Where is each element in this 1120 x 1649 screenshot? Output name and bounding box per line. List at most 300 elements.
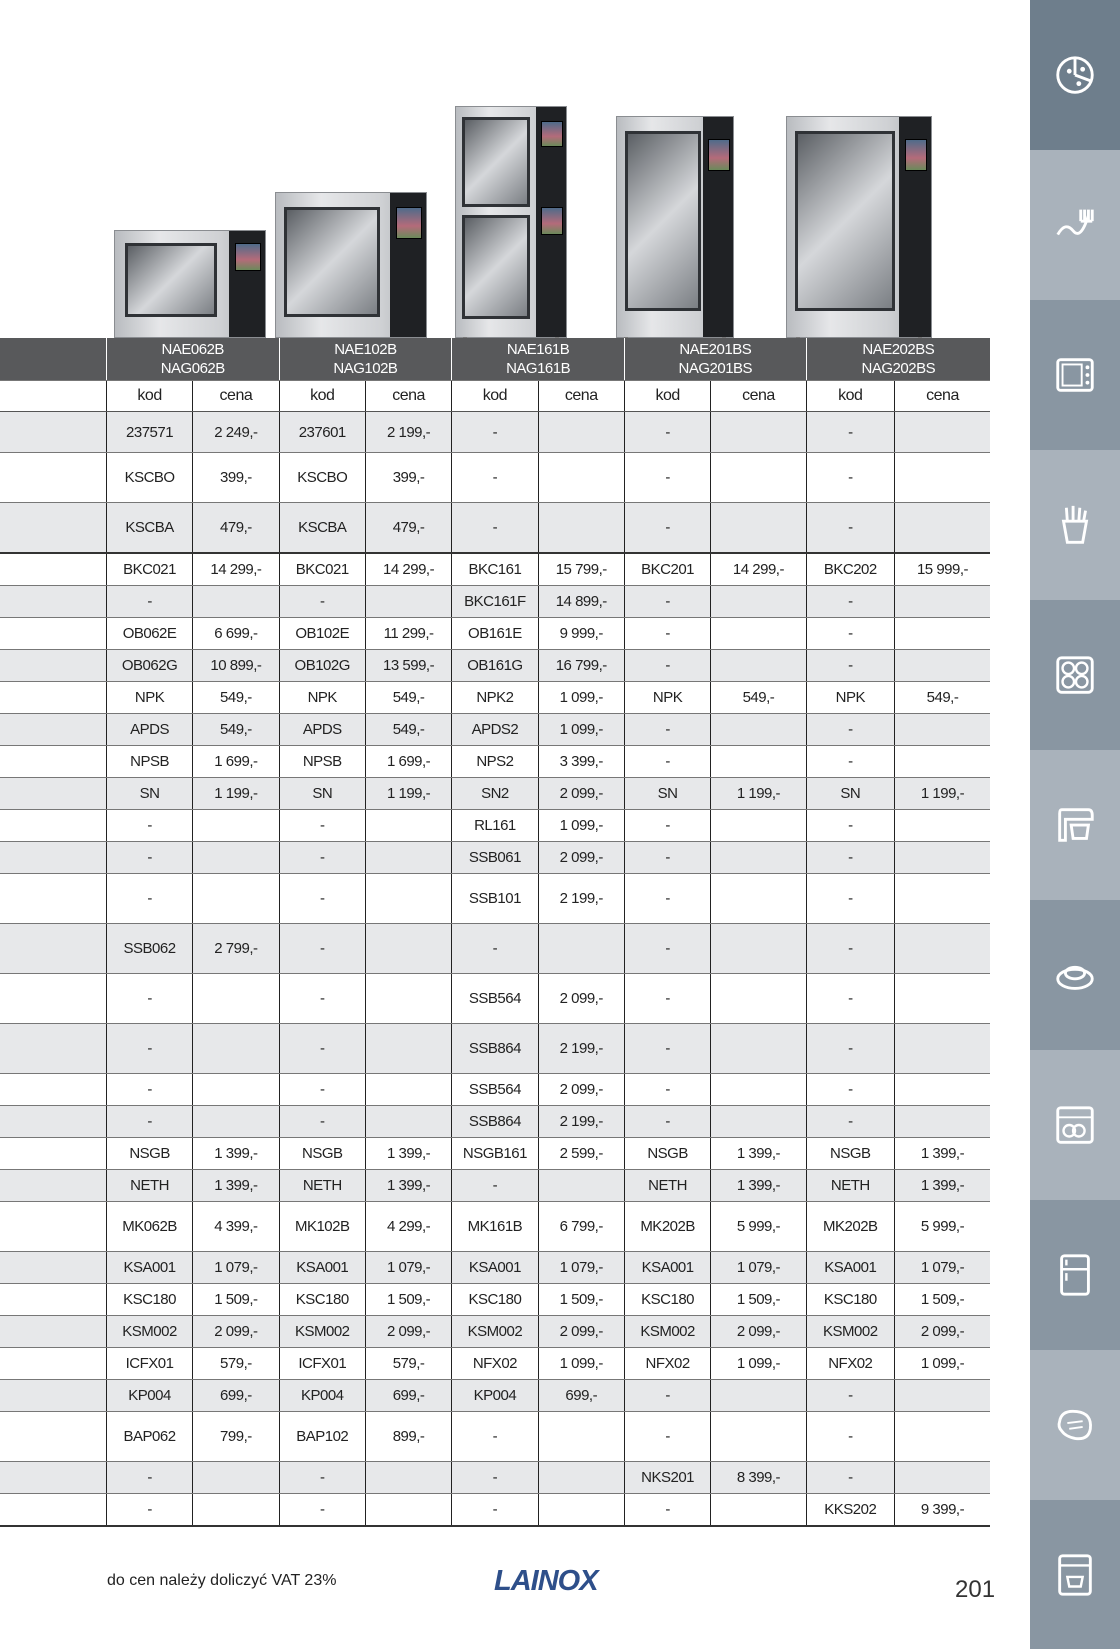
cena-cell: 2 099,- [894, 1316, 990, 1348]
cena-cell: 549,- [365, 714, 451, 746]
kod-cell: NFX02 [806, 1348, 894, 1380]
kod-cell: KSM002 [806, 1316, 894, 1348]
kod-cell: OB062G [106, 650, 192, 682]
sidebar-item-fridge[interactable] [1030, 1200, 1120, 1350]
cena-cell [365, 1462, 451, 1494]
table-row [0, 650, 990, 682]
kod-cell: SN [279, 778, 365, 810]
kod-cell: - [624, 453, 710, 503]
cena-cell: 1 399,- [365, 1138, 451, 1170]
col-header-kod: kod [624, 381, 710, 412]
kod-cell: ICFX01 [279, 1348, 365, 1380]
cena-cell [538, 924, 624, 974]
row-label [0, 746, 106, 778]
kod-cell: SSB062 [106, 924, 192, 974]
kod-cell: - [106, 1106, 192, 1138]
col-header-kod: kod [806, 381, 894, 412]
product-header: NAE161B NAG161B [452, 338, 625, 381]
cena-cell: 1 509,- [365, 1284, 451, 1316]
cena-cell: 14 899,- [538, 586, 624, 618]
fridge-icon [1052, 1252, 1098, 1298]
row-label [0, 453, 106, 503]
pasta-icon [1052, 202, 1098, 248]
kod-cell: - [624, 746, 710, 778]
kod-cell: NPK [279, 682, 365, 714]
col-header-cena: cena [711, 381, 806, 412]
kod-cell: KSM002 [106, 1316, 192, 1348]
cena-cell: 14 299,- [365, 553, 451, 586]
cena-cell [711, 503, 806, 554]
product-images [100, 70, 990, 338]
kod-cell: - [624, 1074, 710, 1106]
cena-cell: 5 999,- [711, 1202, 806, 1252]
kod-cell: KSC180 [106, 1284, 192, 1316]
cena-cell: 799,- [193, 1412, 279, 1462]
coffee-machine-icon [1052, 1552, 1098, 1598]
kod-cell: KSA001 [279, 1252, 365, 1284]
cena-cell: 5 999,- [894, 1202, 990, 1252]
table-row [0, 412, 990, 453]
cena-cell [365, 810, 451, 842]
kod-cell: ICFX01 [106, 1348, 192, 1380]
cena-cell [711, 1412, 806, 1462]
cena-cell [711, 1494, 806, 1527]
cena-cell: 1 079,- [894, 1252, 990, 1284]
kod-cell: OB161G [452, 650, 538, 682]
kod-cell: - [624, 618, 710, 650]
kod-cell: - [806, 1412, 894, 1462]
sidebar-item-coffee[interactable] [1030, 1500, 1120, 1649]
row-label [0, 1074, 106, 1106]
table-row [0, 924, 990, 974]
kod-cell: SN [106, 778, 192, 810]
kod-cell: - [452, 1412, 538, 1462]
table-row [0, 714, 990, 746]
table-row [0, 1138, 990, 1170]
cena-cell: 6 799,- [538, 1202, 624, 1252]
cena-cell [894, 1024, 990, 1074]
price-table [0, 338, 990, 1527]
cena-cell: 2 799,- [193, 924, 279, 974]
mixer-icon [1052, 802, 1098, 848]
kod-cell: - [106, 1494, 192, 1527]
cena-cell: 2 099,- [538, 1316, 624, 1348]
cena-cell: 1 399,- [711, 1138, 806, 1170]
row-label [0, 1348, 106, 1380]
kod-cell: - [806, 842, 894, 874]
cena-cell: 9 399,- [894, 1494, 990, 1527]
cena-cell [538, 453, 624, 503]
oven-image-nae062b [114, 230, 266, 338]
cena-cell: 4 399,- [193, 1202, 279, 1252]
kod-cell: SSB564 [452, 1074, 538, 1106]
kod-cell: 237571 [106, 412, 192, 453]
kod-cell: - [806, 974, 894, 1024]
kod-cell: SSB864 [452, 1024, 538, 1074]
row-label [0, 778, 106, 810]
cena-cell: 2 099,- [365, 1316, 451, 1348]
cena-cell: 15 999,- [894, 553, 990, 586]
row-label [0, 1138, 106, 1170]
cena-cell [711, 453, 806, 503]
table-row [0, 1380, 990, 1412]
cena-cell: 1 509,- [711, 1284, 806, 1316]
table-row [0, 746, 990, 778]
table-row [0, 1106, 990, 1138]
table-row [0, 1202, 990, 1252]
cena-cell [538, 503, 624, 554]
kod-cell: NPSB [279, 746, 365, 778]
cena-cell [894, 618, 990, 650]
cena-cell [711, 1074, 806, 1106]
col-header-cena: cena [193, 381, 279, 412]
oven-image-nae161b [455, 106, 567, 338]
kod-cell: KSC180 [624, 1284, 710, 1316]
oven-image-nae202bs [786, 116, 932, 338]
kod-cell: - [624, 503, 710, 554]
table-row [0, 1348, 990, 1380]
kod-cell: NPK [624, 682, 710, 714]
kod-cell: - [624, 650, 710, 682]
sidebar-item-cooktop[interactable] [1030, 600, 1120, 750]
cena-cell [711, 974, 806, 1024]
kod-cell: NKS201 [624, 1462, 710, 1494]
kod-cell: - [806, 650, 894, 682]
kod-cell: KSM002 [279, 1316, 365, 1348]
cena-cell [365, 842, 451, 874]
cena-cell: 2 099,- [193, 1316, 279, 1348]
cena-cell: 11 299,- [365, 618, 451, 650]
vat-note: do cen należy doliczyć VAT 23% [107, 1572, 337, 1589]
cena-cell: 1 399,- [711, 1170, 806, 1202]
kod-cell: APDS2 [452, 714, 538, 746]
kod-cell: NFX02 [624, 1348, 710, 1380]
cena-cell: 1 509,- [894, 1284, 990, 1316]
cena-cell: 14 299,- [711, 553, 806, 586]
kod-cell: KSC180 [279, 1284, 365, 1316]
plate-icon [1052, 952, 1098, 998]
cena-cell [894, 586, 990, 618]
cena-cell: 1 399,- [365, 1170, 451, 1202]
row-label [0, 714, 106, 746]
cena-cell: 479,- [193, 503, 279, 554]
cena-cell [365, 1106, 451, 1138]
cena-cell [894, 1462, 990, 1494]
kod-cell: - [806, 810, 894, 842]
product-header: NAE102B NAG102B [279, 338, 452, 381]
kod-cell: SSB061 [452, 842, 538, 874]
cena-cell: 549,- [365, 682, 451, 714]
cena-cell [894, 746, 990, 778]
kod-cell: - [106, 974, 192, 1024]
kod-cell: - [806, 874, 894, 924]
cena-cell: 1 699,- [365, 746, 451, 778]
cena-cell: 1 199,- [193, 778, 279, 810]
cena-cell [193, 1024, 279, 1074]
cena-cell: 1 079,- [193, 1252, 279, 1284]
kod-cell: BKC202 [806, 553, 894, 586]
table-row [0, 1252, 990, 1284]
row-label [0, 924, 106, 974]
cena-cell: 1 079,- [365, 1252, 451, 1284]
oven-icon [1052, 352, 1098, 398]
sidebar-item-pizza[interactable] [1030, 0, 1120, 150]
cena-cell: 699,- [538, 1380, 624, 1412]
row-label [0, 1024, 106, 1074]
kod-cell: NPSB [106, 746, 192, 778]
sidebar-item-mixer[interactable] [1030, 750, 1120, 900]
cena-cell: 399,- [193, 453, 279, 503]
row-label [0, 1170, 106, 1202]
kod-cell: KSC180 [806, 1284, 894, 1316]
cena-cell [711, 1380, 806, 1412]
row-label [0, 1252, 106, 1284]
cena-cell [894, 1106, 990, 1138]
kod-cell: - [279, 1494, 365, 1527]
sidebar-item-steak[interactable] [1030, 1350, 1120, 1500]
lainox-logo: LAINOX [494, 1565, 598, 1597]
row-label [0, 1106, 106, 1138]
cena-cell: 2 099,- [711, 1316, 806, 1348]
kod-cell: - [806, 618, 894, 650]
row-label [0, 842, 106, 874]
product-header-row [0, 338, 990, 381]
table-row [0, 618, 990, 650]
table-row [0, 842, 990, 874]
kod-cell: NPK [106, 682, 192, 714]
cena-cell [538, 1494, 624, 1527]
row-label [0, 974, 106, 1024]
cena-cell: 549,- [894, 682, 990, 714]
kod-cell: NSGB [806, 1138, 894, 1170]
row-label [0, 553, 106, 586]
kod-cell: OB102E [279, 618, 365, 650]
cena-cell [193, 874, 279, 924]
cena-cell: 9 999,- [538, 618, 624, 650]
kod-cell: - [106, 1462, 192, 1494]
kod-cell: - [452, 924, 538, 974]
cena-cell [538, 1412, 624, 1462]
kod-cell: - [279, 874, 365, 924]
cena-cell: 1 099,- [538, 810, 624, 842]
cena-cell: 2 199,- [365, 412, 451, 453]
kod-cell: - [106, 586, 192, 618]
col-header-cena: cena [365, 381, 451, 412]
cena-cell [538, 1170, 624, 1202]
kod-cell: KSA001 [452, 1252, 538, 1284]
pizza-icon [1052, 52, 1098, 98]
col-header-kod: kod [106, 381, 192, 412]
kod-cell: KSC180 [452, 1284, 538, 1316]
cena-cell [365, 1494, 451, 1527]
cena-cell: 1 199,- [365, 778, 451, 810]
kod-cell: NPS2 [452, 746, 538, 778]
cena-cell: 13 599,- [365, 650, 451, 682]
kod-cell: OB102G [279, 650, 365, 682]
cena-cell [894, 924, 990, 974]
cena-cell: 579,- [365, 1348, 451, 1380]
cena-cell [894, 714, 990, 746]
sidebar-item-fries[interactable] [1030, 450, 1120, 600]
cena-cell [711, 810, 806, 842]
cena-cell: 399,- [365, 453, 451, 503]
kod-cell: - [624, 412, 710, 453]
cena-cell [711, 1106, 806, 1138]
kod-cell: - [279, 1024, 365, 1074]
cena-cell [711, 650, 806, 682]
kod-cell: - [452, 503, 538, 554]
sidebar-item-pasta[interactable] [1030, 150, 1120, 300]
table-row [0, 1316, 990, 1348]
kod-cell: BKC161F [452, 586, 538, 618]
cena-cell [711, 1024, 806, 1074]
kod-cell: KSA001 [106, 1252, 192, 1284]
kod-cell: KP004 [106, 1380, 192, 1412]
cena-cell [711, 842, 806, 874]
kod-cell: NFX02 [452, 1348, 538, 1380]
cena-cell: 2 099,- [538, 778, 624, 810]
kod-cell: - [279, 974, 365, 1024]
row-label [0, 412, 106, 453]
kod-cell: SN [806, 778, 894, 810]
table-row [0, 1074, 990, 1106]
sidebar-item-dishwasher[interactable] [1030, 1050, 1120, 1200]
cena-cell: 4 299,- [365, 1202, 451, 1252]
cena-cell: 10 899,- [193, 650, 279, 682]
kod-cell: APDS [106, 714, 192, 746]
kod-cell: MK102B [279, 1202, 365, 1252]
cena-cell [193, 1494, 279, 1527]
cena-cell: 1 699,- [193, 746, 279, 778]
oven-image-nae102b [275, 192, 427, 338]
row-label [0, 586, 106, 618]
table-row [0, 778, 990, 810]
cena-cell: 2 099,- [538, 842, 624, 874]
cena-cell [365, 586, 451, 618]
kod-cell: NSGB [624, 1138, 710, 1170]
table-row [0, 1412, 990, 1462]
row-label [0, 1202, 106, 1252]
kod-cell: - [279, 810, 365, 842]
fries-icon [1052, 502, 1098, 548]
cena-cell: 1 099,- [538, 1348, 624, 1380]
row-label [0, 682, 106, 714]
kod-cell: - [806, 746, 894, 778]
cena-cell: 1 079,- [711, 1252, 806, 1284]
dishwasher-icon [1052, 1102, 1098, 1148]
sidebar-item-plate[interactable] [1030, 900, 1120, 1050]
cena-cell: 1 079,- [538, 1252, 624, 1284]
kod-cell: SSB564 [452, 974, 538, 1024]
cena-cell: 1 509,- [538, 1284, 624, 1316]
kod-cell: KSCBO [106, 453, 192, 503]
kod-cell: KSA001 [624, 1252, 710, 1284]
kod-cell: - [624, 842, 710, 874]
cena-cell [365, 924, 451, 974]
cena-cell: 14 299,- [193, 553, 279, 586]
cena-cell [894, 503, 990, 554]
table-row [0, 810, 990, 842]
col-header-kod: kod [452, 381, 538, 412]
col-header-cena: cena [894, 381, 990, 412]
cena-cell [193, 1462, 279, 1494]
kod-cell: - [279, 842, 365, 874]
kod-cell: - [806, 586, 894, 618]
kod-cell: KSCBA [106, 503, 192, 554]
cena-cell [894, 453, 990, 503]
kod-cell: - [806, 453, 894, 503]
row-label [0, 618, 106, 650]
kod-cell: - [452, 1170, 538, 1202]
kod-cell: - [624, 810, 710, 842]
cena-cell [711, 412, 806, 453]
cena-cell [193, 1106, 279, 1138]
table-row [0, 682, 990, 714]
cena-cell [894, 810, 990, 842]
table-row [0, 1024, 990, 1074]
kod-cell: NETH [106, 1170, 192, 1202]
kod-cell: BAP062 [106, 1412, 192, 1462]
row-label [0, 1462, 106, 1494]
row-label [0, 381, 106, 412]
cena-cell [894, 974, 990, 1024]
kod-cell: NSGB [106, 1138, 192, 1170]
cena-cell [193, 842, 279, 874]
cena-cell: 6 699,- [193, 618, 279, 650]
kod-cell: KP004 [452, 1380, 538, 1412]
kod-cell: - [624, 1412, 710, 1462]
col-header-kod: kod [279, 381, 365, 412]
kod-cell: - [624, 1380, 710, 1412]
kod-cell: NETH [279, 1170, 365, 1202]
cooktop-icon [1052, 652, 1098, 698]
cena-cell [894, 874, 990, 924]
cena-cell: 2 099,- [538, 974, 624, 1024]
kod-cell: NSGB [279, 1138, 365, 1170]
cena-cell [711, 714, 806, 746]
cena-cell [894, 412, 990, 453]
subheader-row [0, 381, 990, 412]
cena-cell: 1 399,- [894, 1170, 990, 1202]
steak-icon [1052, 1402, 1098, 1448]
cena-cell [711, 618, 806, 650]
kod-cell: - [279, 1074, 365, 1106]
row-label [0, 1316, 106, 1348]
kod-cell: - [106, 874, 192, 924]
cena-cell [193, 586, 279, 618]
oven-image-nae201bs [616, 116, 734, 338]
kod-cell: - [624, 586, 710, 618]
kod-cell: NPK2 [452, 682, 538, 714]
kod-cell: - [624, 1494, 710, 1527]
cena-cell: 699,- [365, 1380, 451, 1412]
col-header-cena: cena [538, 381, 624, 412]
cena-cell: 549,- [711, 682, 806, 714]
kod-cell: KSM002 [452, 1316, 538, 1348]
row-label [0, 1412, 106, 1462]
cena-cell: 2 199,- [538, 874, 624, 924]
cena-cell: 1 099,- [538, 714, 624, 746]
kod-cell: OB161E [452, 618, 538, 650]
cena-cell [365, 874, 451, 924]
sidebar-item-oven[interactable] [1030, 300, 1120, 450]
kod-cell: - [806, 714, 894, 746]
cena-cell [538, 412, 624, 453]
cena-cell: 3 399,- [538, 746, 624, 778]
kod-cell: KSCBA [279, 503, 365, 554]
cena-cell [711, 746, 806, 778]
kod-cell: KSA001 [806, 1252, 894, 1284]
